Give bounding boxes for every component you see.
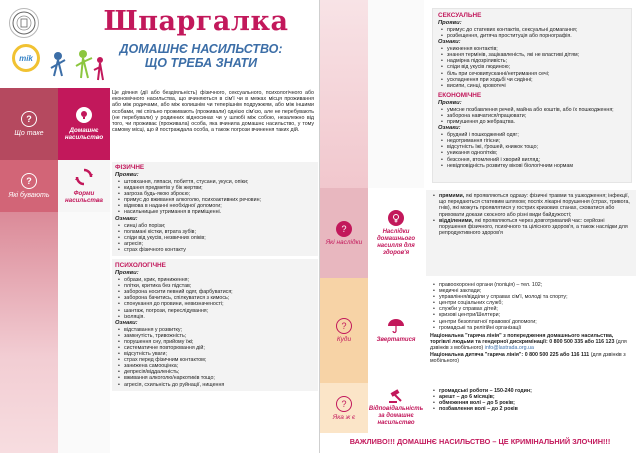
list-item: • громадські роботи – 150-240 годин; (433, 388, 532, 394)
responsibility-mid (368, 383, 424, 433)
mik-logo-text: mik (19, 53, 33, 63)
direct-text: які проявляються одразу: фізичні травми та ушкодження; інфекції, що передаються статевим шляхом; поспіх лікарні порушення (страх, тривога, гнів), які можуть проявлятися у гострих кризових станах, сховатися або приховати докази скоєного або різні види байдужості; (439, 193, 630, 218)
list-item: • прямими, які проявляються одразу: фізичні травми та ушкодження; інфекції, що передаються статевим шляхом; поспіх лікарні порушення (страх, тривога, гнів), які можуть проявлятися у гострих кризових станах, сховатися або приховати докази скоєного або різні види байдужості; (433, 193, 630, 218)
list-item: • ізоляція. (115, 314, 315, 320)
delayed-text: які проявляються через довготривалий час: серйозні порушення фізичного, психічного та цілісного здоров'я, а також наслідки для репродуктивного здоров'я (439, 217, 628, 237)
sexual-signs-label: Прояви: (438, 20, 462, 26)
physical-marks-list (115, 223, 315, 253)
crime-warning-footer: ВАЖЛИВО!!! ДОМАШНЄ НАСИЛЬСТВО – ЦЕ КРИМІНАЛЬНИЙ ЗЛОЧИН!!! (349, 437, 611, 446)
list-item: • образи, крик, приниження; (115, 277, 315, 283)
list-item: • відділеними, які проявляються через довготривалий час: серйозні порушення фізичного, психічного та цілісного здоров'я, а також наслідки для репродуктивного здоров'я (433, 217, 628, 237)
top-mid-column (368, 0, 424, 188)
list-item: • відмова в наданні необхідної допомоги; (115, 203, 315, 209)
list-item: • центри безоплатної правової допомоги; (433, 318, 537, 325)
question-icon: ? (336, 221, 352, 237)
right-page (320, 0, 640, 453)
hotline-note: (для дзвінків з мобільного) (430, 338, 627, 351)
question-icon: ? (21, 173, 37, 189)
list-item: • висипи, синці, кровотечі (438, 83, 626, 89)
list-item: • сліди від укусів, незвичних опіків; (115, 235, 315, 241)
help-list (430, 282, 632, 331)
list-item: • відставання у розвитку; (115, 327, 315, 333)
consequences-sidebar (320, 188, 368, 278)
child-hotline-numbers[interactable]: 0 800 500 225 або 116 111 (524, 352, 590, 359)
university-seal-logo (9, 8, 39, 38)
list-item: • обмеження волі – до 5 років; (433, 400, 515, 407)
list-item: • порушення сну, прийому їжі; (115, 339, 315, 345)
list-item: • кидання предметів у бік жертви; (115, 185, 315, 191)
list-item: • умисне позбавлення речей, майна або коштів, або їх пошкодження; (438, 107, 626, 113)
list-item: • позбавлення волі – до 2 років (433, 406, 518, 413)
umbrella-icon (387, 318, 405, 334)
child-hotline (430, 352, 632, 364)
list-item: • агресія; (115, 241, 315, 247)
economic-signs-label: Прояви: (438, 99, 462, 106)
physical-marks-label: Ознаки: (115, 215, 138, 222)
help-sidebar (320, 278, 368, 383)
consequences-side-label: Які наслідки (325, 238, 363, 246)
physical-block (112, 162, 318, 256)
responsibility-list (430, 388, 632, 412)
mik-logo (12, 44, 40, 72)
list-item: • примушення до жебрацтва. (438, 119, 626, 125)
list-item: • безсоння, втомлений і хворий вигляд; (438, 157, 626, 163)
child-hotline-note: (для дзвінків з мобільного) (430, 352, 626, 365)
sexual-title: СЕКСУАЛЬНЕ (438, 12, 482, 19)
list-item: • насильницьке утримання в приміщенні. (115, 209, 315, 215)
list-item: • заборона носити певний одяг, фарбуватися; (115, 289, 315, 295)
forms-content (112, 162, 318, 391)
list-item: • плітки, критика без підстав; (115, 283, 315, 289)
psychological-marks-list (115, 327, 315, 388)
responsibility-mid-label: Відповідальність за домашнє насильство (368, 406, 424, 426)
psychological-signs-list (115, 277, 315, 320)
list-item: • штовхання, ляпаси, побиття, стусани, укуси, опіки; (115, 179, 315, 185)
list-item: • систематичне повторювання дій; (115, 345, 315, 351)
help-content (426, 280, 636, 380)
responsibility-sidebar (320, 383, 368, 433)
physical-title: ФІЗИЧНЕ (115, 164, 145, 171)
gavel-icon (388, 389, 404, 403)
question-icon: ? (336, 396, 352, 412)
list-item: • невідповідність розвитку вікові біологічним нормам (438, 163, 626, 169)
consequences-mid-label: Наслідки домашнього насилля для здоров'я (376, 228, 416, 256)
list-item: • вживання алкоголю/наркотиків тощо; (115, 375, 315, 381)
list-item: • шантаж, погрози, переслідування; (115, 308, 315, 314)
list-item: • управління/відділи у справах сім'ї, молоді та спорту; (433, 294, 568, 301)
list-item: • біль при сечовипусканні/нетримання сечі; (438, 71, 626, 77)
consequences-list (430, 193, 632, 236)
list-item: • центри соціальних служб; (433, 300, 503, 307)
list-item: • страх фізичного контакту (115, 247, 315, 253)
list-item: • синці або порізи; (115, 223, 315, 229)
list-item: • примус до вживання алкоголю, психоактивних речовин; (115, 197, 315, 203)
what-is-side-label: Що таке (14, 130, 44, 137)
list-item: • уникання однолітків; (438, 150, 626, 156)
list-item: • примус до статевих контактів, сексуальні домагання; (438, 27, 626, 33)
subtitle-line-2: ЩО ТРЕБА ЗНАТИ (144, 56, 258, 70)
responsibility-content (426, 386, 636, 430)
question-icon: ? (336, 318, 352, 334)
definition-text: Це діяння (дії або бездіяльність) фізичного, сексуального, психологічного або економічного насильства, що вчиняються в сім'ї чи в межах місця проживання або між родичами, або між колишнім чи теперішнім подружжям, або між іншими особами, які спільно проживають (проживали) однією сім'єю, але не перебувають (не перебували) у родинних відносинах чи у шлюбі між собою, незалежно від того, чи проживає (проживала) особа, яка вчинила домашнє насильство, у тому самому місці, що й постраждала особа, а також погрози вчинення таких дій. (112, 90, 314, 134)
sexual-marks-label: Ознаки: (438, 39, 461, 46)
what-is-mid-label: Домашнє насильство (64, 127, 104, 141)
forms-side-label: Які бувають (8, 192, 50, 199)
list-item: • арешт – до 6 місяців; (433, 394, 495, 401)
question-icon: ? (21, 111, 37, 127)
forms-mid-column (58, 212, 110, 453)
physical-signs-list (115, 179, 315, 216)
hotline-numbers[interactable]: 0 800 500 335 або 116 123 (549, 338, 615, 345)
economic-title: ЕКОНОМІЧНЕ (438, 91, 482, 99)
list-item: • медичні заклади; (433, 288, 482, 295)
list-item: • уникнення контактів; (438, 46, 626, 52)
consequences-mid (368, 188, 424, 278)
national-hotline (430, 333, 632, 351)
list-item: • депресія/віддаленість; (115, 369, 315, 375)
venus-icon (388, 210, 404, 226)
list-item: • занижена самооцінка; (115, 363, 315, 369)
psychological-title: ПСИХОЛОГІЧНЕ (115, 262, 166, 270)
sexual-marks-list (438, 46, 626, 89)
help-mid-label: Звертатися (376, 336, 416, 343)
top-sidebar-gradient (320, 0, 368, 188)
list-item: • поламані кістки, втрата зубів; (115, 229, 315, 235)
hotline-lead: Національна "гаряча лінія" з попередження домашнього насильства, торгівлі людьми та гендерної дискримінації: (430, 332, 614, 345)
main-title: Шпаргалка (103, 6, 289, 37)
what-is-sidebar (0, 88, 58, 160)
what-is-mid (58, 88, 110, 160)
list-item: • замкнутість, тривожність; (115, 333, 315, 339)
list-item: • сліди від укусів людиною; (438, 64, 626, 70)
direct-lead: прямими, (439, 193, 465, 199)
help-mid (368, 278, 424, 383)
economic-marks-label: Ознаки: (438, 125, 461, 132)
psychological-signs-label: Прояви: (115, 270, 139, 277)
subtitle-line-1: ДОМАШНЄ НАСИЛЬСТВО: (119, 42, 283, 56)
list-item: • заборона навчатися/працювати; (438, 113, 626, 119)
hotline-email[interactable]: info@lastrada.org.ua (484, 344, 534, 351)
list-item: • правоохоронні органи (поліція) – тел. 102; (433, 282, 543, 288)
list-item: • недотримання гігієни; (438, 138, 626, 144)
list-item: • служби у справах дітей; (433, 306, 498, 313)
help-side-label: Куди (336, 336, 352, 343)
delayed-lead: відділеними, (439, 217, 474, 224)
list-item: • брудний і пошкоджений одяг; (438, 132, 626, 138)
list-item: • ускладнення при ходьбі чи сидінні; (438, 77, 626, 83)
list-item: • знання термінів, зацікавленість, які не властиві дітям; (438, 52, 626, 58)
forms-mid (58, 160, 110, 212)
child-hotline-lead: Національна дитяча "гаряча лінія": (430, 352, 524, 359)
list-item: • розбещення, дитяча проституція або порнографія. (438, 33, 626, 39)
list-item: • страх перед фізичним контактом; (115, 357, 315, 363)
forms-sidebar (0, 160, 58, 212)
responsibility-side-label: Яка ж є (332, 413, 356, 421)
list-item: • надмірна підозріливість; (438, 58, 626, 64)
economic-signs-list (438, 107, 626, 125)
sexual-economic-content (433, 9, 631, 172)
psychological-marks-label: Ознаки: (115, 319, 138, 326)
list-item: • кризові центри/Шелтери; (433, 312, 501, 319)
list-item: • відсутність їжі, ґрошей, книжок тощо; (438, 144, 626, 150)
arrows-icon (75, 168, 93, 186)
psychological-block (112, 259, 318, 391)
main-subtitle (96, 42, 306, 70)
forms-sidebar-gradient (0, 212, 58, 453)
list-item: • громадські та релігійні організації (433, 324, 522, 331)
list-item: • загроза будь-якою зброєю; (115, 191, 315, 197)
physical-signs-label: Прояви: (115, 172, 139, 178)
list-item: • відсутність уваги; (115, 351, 315, 357)
list-item: • спонукання до провини, невизначеності; (115, 301, 315, 307)
sexual-economic-block (432, 8, 632, 183)
list-item: • агресія, схильність до руйнації, нищення (115, 382, 315, 388)
economic-marks-list (438, 132, 626, 169)
consequences-content (426, 190, 636, 276)
lightbulb-icon (76, 107, 92, 123)
sexual-signs-list (438, 27, 626, 39)
list-item: • заборона бачитись, спілкуватися з кимось; (115, 295, 315, 301)
forms-mid-label: Форми насильства (65, 190, 103, 204)
